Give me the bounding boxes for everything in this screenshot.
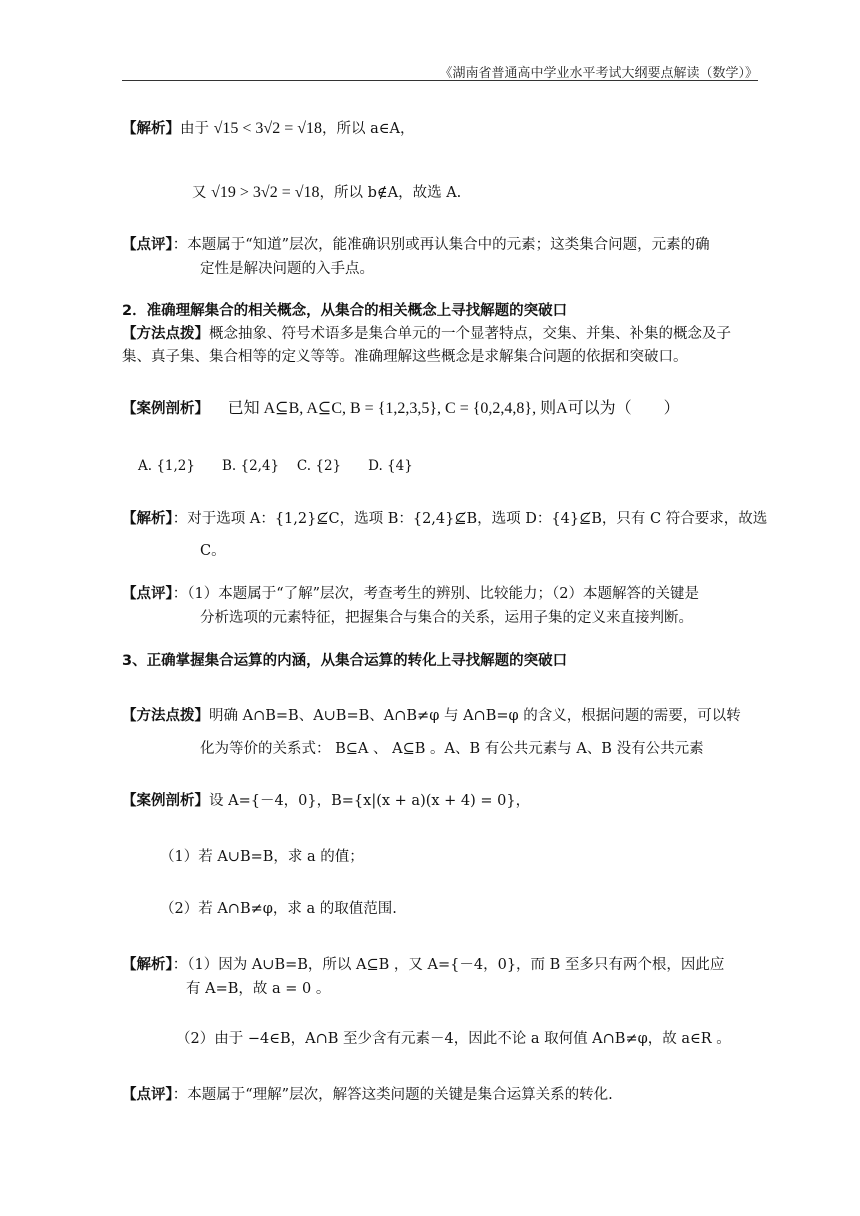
analysis-part-2: （2）由于 −4∈B，A∩B 至少含有元素－4，因此不论 a 取何值 A∩B≠φ，故 a∈R 。: [176, 1031, 731, 1047]
method-paragraph: [122, 705, 741, 727]
comment-tag: 【点评】: [122, 1087, 173, 1103]
method-tag: 【方法点拨】: [122, 326, 209, 342]
method-text: 明确 A∩B=B、A∪B=B、A∩B≠φ 与 A∩B=φ 的含义，根据问题的需要，可以转: [209, 708, 741, 724]
case-paragraph: [122, 398, 680, 420]
method-text: 概念抽象、符号术语多是集合单元的一个显著特点，交集、并集、补集的概念及子: [209, 326, 731, 342]
comment-text: ：（1）本题属于“了解”层次，考查考生的辨别、比较能力；（2）本题解答的关键是: [172, 586, 700, 602]
method-paragraph: [122, 323, 731, 345]
analysis-text-post: ，所以 b∉A，故选 A.: [319, 185, 462, 201]
analysis-tag: 【解析】: [122, 121, 180, 137]
analysis-text-continued: 有 A=B，故 a = 0 。: [186, 981, 331, 997]
case-tag: 【案例剖析】: [122, 793, 209, 809]
case-paragraph: [122, 790, 530, 812]
header-divider: [122, 80, 758, 81]
analysis-paragraph-2: [192, 182, 461, 204]
analysis-tag: 【解析】: [122, 957, 173, 973]
section-heading-2: 2．准确理解集合的相关概念，从集合的相关概念上寻找解题的突破口: [122, 303, 568, 319]
case-question: 已知 A⊆B, A⊆C, B = {1,2,3,5}, C = {0,2,4,8}, 则A可以为（ ）: [227, 400, 680, 417]
case-question: 设 A={－4，0}，B={x|(x + a)(x + 4) = 0}，: [209, 793, 531, 809]
comment-text-continued: 定性是解决问题的入手点。: [200, 261, 374, 277]
analysis-text-continued: C。: [200, 543, 226, 559]
comment-paragraph-1: [122, 234, 758, 256]
inequality-formula: √19 > 3√2 = √18: [211, 184, 320, 201]
comment-tag: 【点评】: [122, 237, 173, 253]
comment-text-continued: 分析选项的元素特征，把握集合与集合的关系，运用子集的定义来直接判断。: [200, 610, 693, 626]
page-header: 《湖南省普通高中学业水平考试大纲要点解读（数学）》: [439, 66, 758, 81]
analysis-tag: 【解析】: [122, 511, 173, 527]
case-tag: 【案例剖析】: [122, 401, 209, 417]
method-tag: 【方法点拨】: [122, 708, 209, 724]
comment-paragraph-3: [122, 1084, 613, 1106]
analysis-paragraph-3: [122, 508, 768, 530]
analysis-text: ：对于选项 A：{1,2}⊈C，选项 B：{2,4}⊈B，选项 D：{4}⊈B，只有 C 符合要求，故选: [172, 511, 768, 527]
analysis-text-post: ，所以 a∈A，: [322, 121, 415, 137]
analysis-text: ：（1）因为 A∪B=B，所以 A⊆B ，又 A={－4，0}，而 B 至多只有两个根，因此应: [172, 957, 725, 973]
method-text-continued: 集、真子集、集合相等的定义等等。准确理解这些概念是求解集合问题的依据和突破口。: [122, 349, 688, 365]
method-text-continued: 化为等价的关系式： B⊆A 、 A⊆B 。A、B 有公共元素与 A、B 没有公共元素: [200, 741, 704, 757]
analysis-paragraph-4: [122, 954, 724, 976]
analysis-text-pre: 由于: [180, 121, 209, 137]
sub-question-2: （2）若 A∩B≠φ，求 a 的取值范围.: [160, 901, 397, 917]
analysis-text-pre: 又: [192, 185, 207, 201]
analysis-paragraph-1: [122, 118, 414, 140]
comment-text: ：本题属于“理解”层次，解答这类问题的关键是集合运算关系的转化.: [172, 1087, 613, 1103]
comment-text: ：本题属于“知道”层次，能准确识别或再认集合中的元素；这类集合问题，元素的确: [172, 237, 710, 253]
comment-tag: 【点评】: [122, 586, 173, 602]
answer-options: A. {1,2} B. {2,4} C. {2} D. {4}: [138, 458, 413, 474]
sub-question-1: （1）若 A∪B=B，求 a 的值；: [160, 849, 364, 865]
comment-paragraph-2: [122, 583, 699, 605]
section-heading-3: 3、正确掌握集合运算的内涵，从集合运算的转化上寻找解题的突破口: [122, 653, 568, 669]
inequality-formula: √15 < 3√2 = √18: [213, 120, 322, 137]
